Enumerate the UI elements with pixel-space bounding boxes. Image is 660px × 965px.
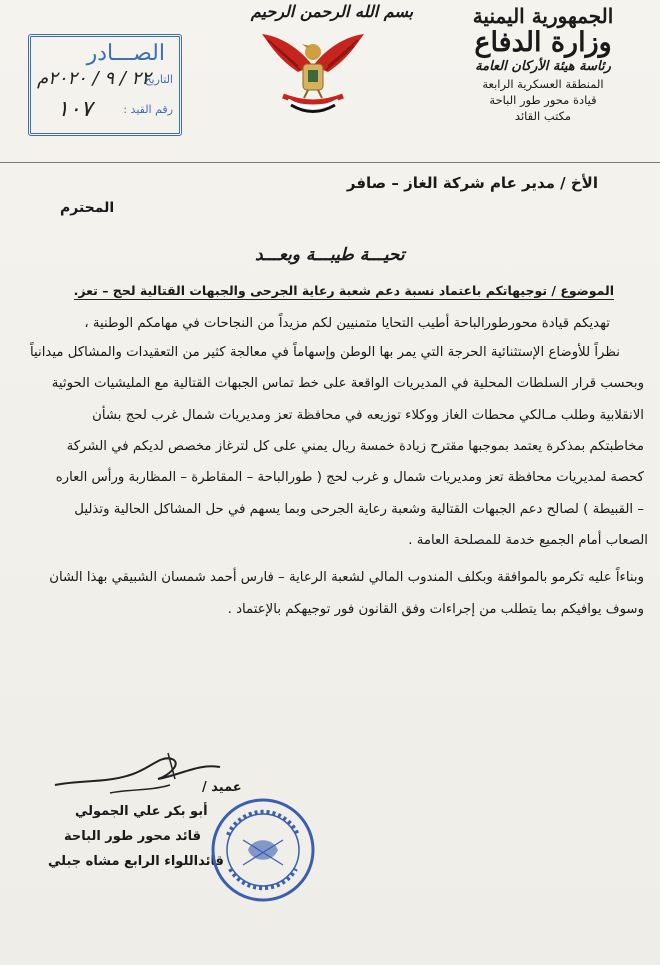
signatory-rank-label: عميد /	[202, 780, 242, 795]
letterhead-country: الجمهورية اليمنية	[472, 4, 614, 28]
header-divider	[0, 162, 660, 163]
recipient-honorific: المحترم	[60, 200, 115, 216]
outgoing-register-stamp	[28, 34, 182, 136]
signatory-title: قائد محور طور الباحة	[64, 829, 202, 844]
stamp-date-value: ٢٢ / ٩ / ٢٠٢٠م	[37, 68, 151, 89]
body-line: وبحسب قرار السلطات المحلية في المديريات الواقعة على خط تماس الجبهات القتالية مع المليشيات الحوثية	[51, 376, 644, 391]
body-line: كحصة لمديريات محافظة تعز ومديريات شمال و غرب لحج ( طورالباحة – المقاطرة – المظاربة ورأس العاره	[55, 470, 644, 485]
body-line: الصعاب أمام الجميع خدمة للمصلحة العامة .	[408, 533, 648, 548]
body-line: تهديكم قيادة محورطورالباحة أطيب التحايا متمنيين لكم مزيداً من النجاحات في مهامكم الوطنية ،	[84, 316, 610, 331]
letterhead	[448, 4, 638, 124]
stamp-title: الصـــادر	[86, 41, 165, 66]
letterhead-command: قيادة محور طور الباحة	[489, 93, 597, 107]
letterhead-region: المنطقة العسكرية الرابعة	[482, 77, 604, 91]
stamp-ref-label: رقم القيد :	[123, 103, 173, 116]
letterhead-office: مكتب القائد	[514, 109, 572, 123]
basmala: بسم الله الرحمن الرحيم	[250, 2, 414, 21]
yemen-eagle-emblem-icon	[258, 26, 368, 116]
body-line: وسوف يوافيكم بما يتطلب من إجراءات وفق القانون فور توجيهكم بالإعتماد .	[227, 602, 644, 617]
official-round-seal	[208, 795, 318, 905]
stamp-ref-value: ١٠٧	[57, 97, 93, 122]
recipient-line: الأخ / مدير عام شركة الغاز – صافر	[346, 174, 598, 192]
body-line: مخاطبتكم بمذكرة يعتمد بموجبها مقترح زيادة خمسة ريال يمني على كل لترغاز مخصص لديكم في الشركة	[66, 439, 644, 454]
signatory-rank: قائداللواء الرابع مشاه جبلي	[48, 854, 224, 869]
signatory-name: أبو بكر علي الجمولي	[75, 804, 208, 819]
body-line: نظراً للأوضاع الإستثنائية الحرجة التي يمر بها الوطن وإسهاماً في معالجة كثير من التعقيدات والمشاكل ميدانياً	[29, 345, 620, 360]
body-line: الانقلابية وطلب مـالكي محطات الغاز ووكلاء توزيعه في محافظة تعز ومديريات شمال غرب لحج بشأن	[92, 408, 644, 423]
body-line: وبناءاً عليه تكرمو بالموافقة وبكلف المندوب المالي لشعبة الرعاية – فارس أحمد شمسان الشبيقي بهذا الشان	[49, 570, 644, 585]
stamp-date-label: التاريخ	[144, 73, 173, 86]
letterhead-staff: رئاسة هيئة الأركان العامة	[475, 59, 611, 74]
letterhead-ministry: وزارة الدفاع	[474, 27, 612, 58]
handwritten-signature	[50, 745, 225, 805]
subject-line: الموضوع / توجيهاتكم باعتماد نسبة دعم شعبة رعاية الجرحى والجبهات القتالية لحج – تعز.	[73, 283, 614, 298]
body-line: – القبيطة ) لصالح دعم الجبهات القتالية وشعبة رعاية الجرحى وبما يسهم في حل المشاكل الحالية وتذليل	[74, 502, 644, 517]
greeting: تحيـــة طيبـــة وبعـــد	[255, 245, 405, 265]
